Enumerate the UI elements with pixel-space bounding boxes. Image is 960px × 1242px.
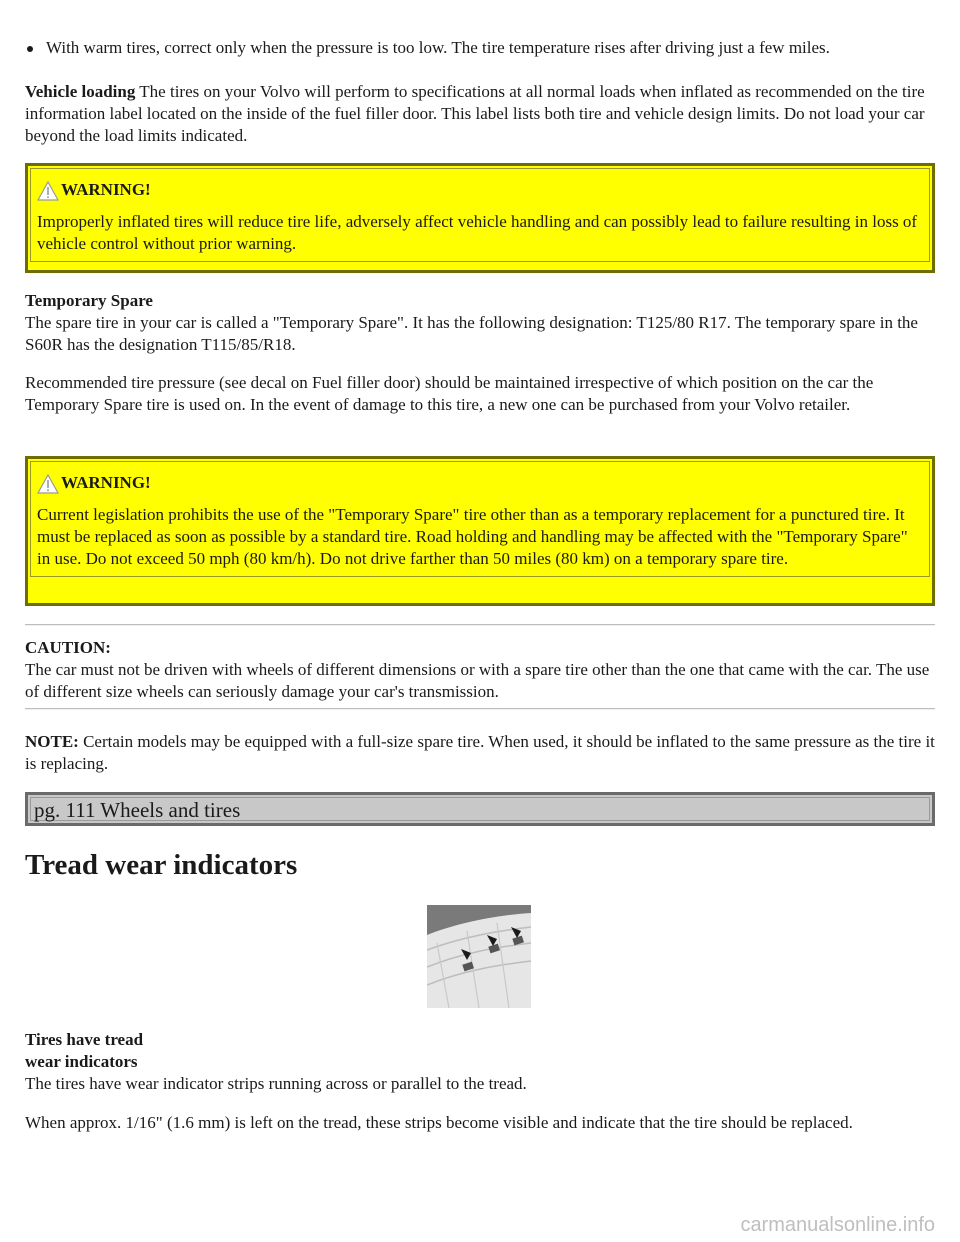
warning-text: Improperly inflated tires will reduce tire life, adversely affect vehicle handling and can possibly lead to failure resulting in loss of vehicle control without prior warning. (37, 212, 918, 253)
tire-tread-icon (427, 905, 531, 1008)
note-text: Certain models may be equipped with a full-size spare tire. When used, it should be inflated to the same pressure as the tire it is replacing. (25, 732, 935, 773)
side-watermark (14, 516, 40, 770)
caution-heading: CAUTION: (25, 638, 111, 657)
tread-section (25, 1029, 935, 1095)
tread-wear-illustration (427, 905, 531, 1008)
bottom-watermark: carmanualsonline.info (740, 1214, 935, 1236)
list-item: With warm tires, correct only when the pressure is too low. The tire temperature rises after driving just a few miles. (25, 37, 935, 59)
tread-paragraph-2: When approx. 1/16" (1.6 mm) is left on the tread, these strips become visible and indicate that the tire should be replaced. (25, 1113, 853, 1132)
caution-text: The car must not be driven with wheels of different dimensions or with a spare tire other than the one that came with the car. The use of different size wheels can seriously damage your car's transmission. (25, 660, 930, 701)
divider (25, 708, 935, 710)
tread-heading-line1: Tires have tread (25, 1030, 144, 1049)
note-paragraph (25, 731, 935, 775)
section-header-bar (25, 792, 935, 826)
temporary-spare-section (25, 290, 935, 356)
note-label: NOTE: (25, 732, 79, 751)
warning-triangle-icon (37, 181, 59, 201)
warning-title: WARNING! (37, 175, 923, 201)
warning-title-2: WARNING! (37, 468, 923, 494)
warning-text-2: Current legislation prohibits the use of the "Temporary Spare" tire other than as a temporary replacement for a punctured tire. It must be replaced as soon as possible by a standard tire. Road holding and handling may be affected with the "Temporary Spare" in use. Do not exceed 50 mph (80 km/h). Do not drive farther than 50 miles (80 km) on a temporary spare tire. (37, 505, 908, 568)
warning-box-2 (25, 456, 935, 606)
temporary-spare-heading: Temporary Spare (25, 291, 153, 310)
vehicle-loading-label: Vehicle loading (25, 82, 136, 101)
bullet-list (25, 37, 935, 59)
tread-heading-line2: wear indicators (25, 1052, 138, 1071)
vehicle-loading-text: The tires on your Volvo will perform to specifications at all normal loads when inflated as recommended on the tire information label located on the inside of the fuel filler door. This label lists both tire and vehicle design limits. Do not load your car beyond the load limits indicated. (25, 82, 925, 145)
vehicle-loading-paragraph (25, 81, 935, 147)
warning-triangle-icon (37, 474, 59, 494)
divider (25, 624, 935, 626)
warning-box (25, 163, 935, 273)
tread-text-1: The tires have wear indicator strips running across or parallel to the tread. (25, 1074, 527, 1093)
section-header-text: pg. 111 Wheels and tires (30, 797, 930, 821)
temporary-spare-text: The spare tire in your car is called a "Temporary Spare". It has the following designation: T125/80 R17. The temporary spare in the S60R has the designation T115/85/R18. (25, 313, 918, 354)
pressure-paragraph: Recommended tire pressure (see decal on Fuel filler door) should be maintained irrespective of which position on the car the Temporary Spare tire is used on. In the event of damage to this tire, a new one can be purchased from your Volvo retailer. (25, 373, 874, 414)
page-title: Tread wear indicators (25, 849, 298, 881)
caution-section (25, 637, 935, 703)
